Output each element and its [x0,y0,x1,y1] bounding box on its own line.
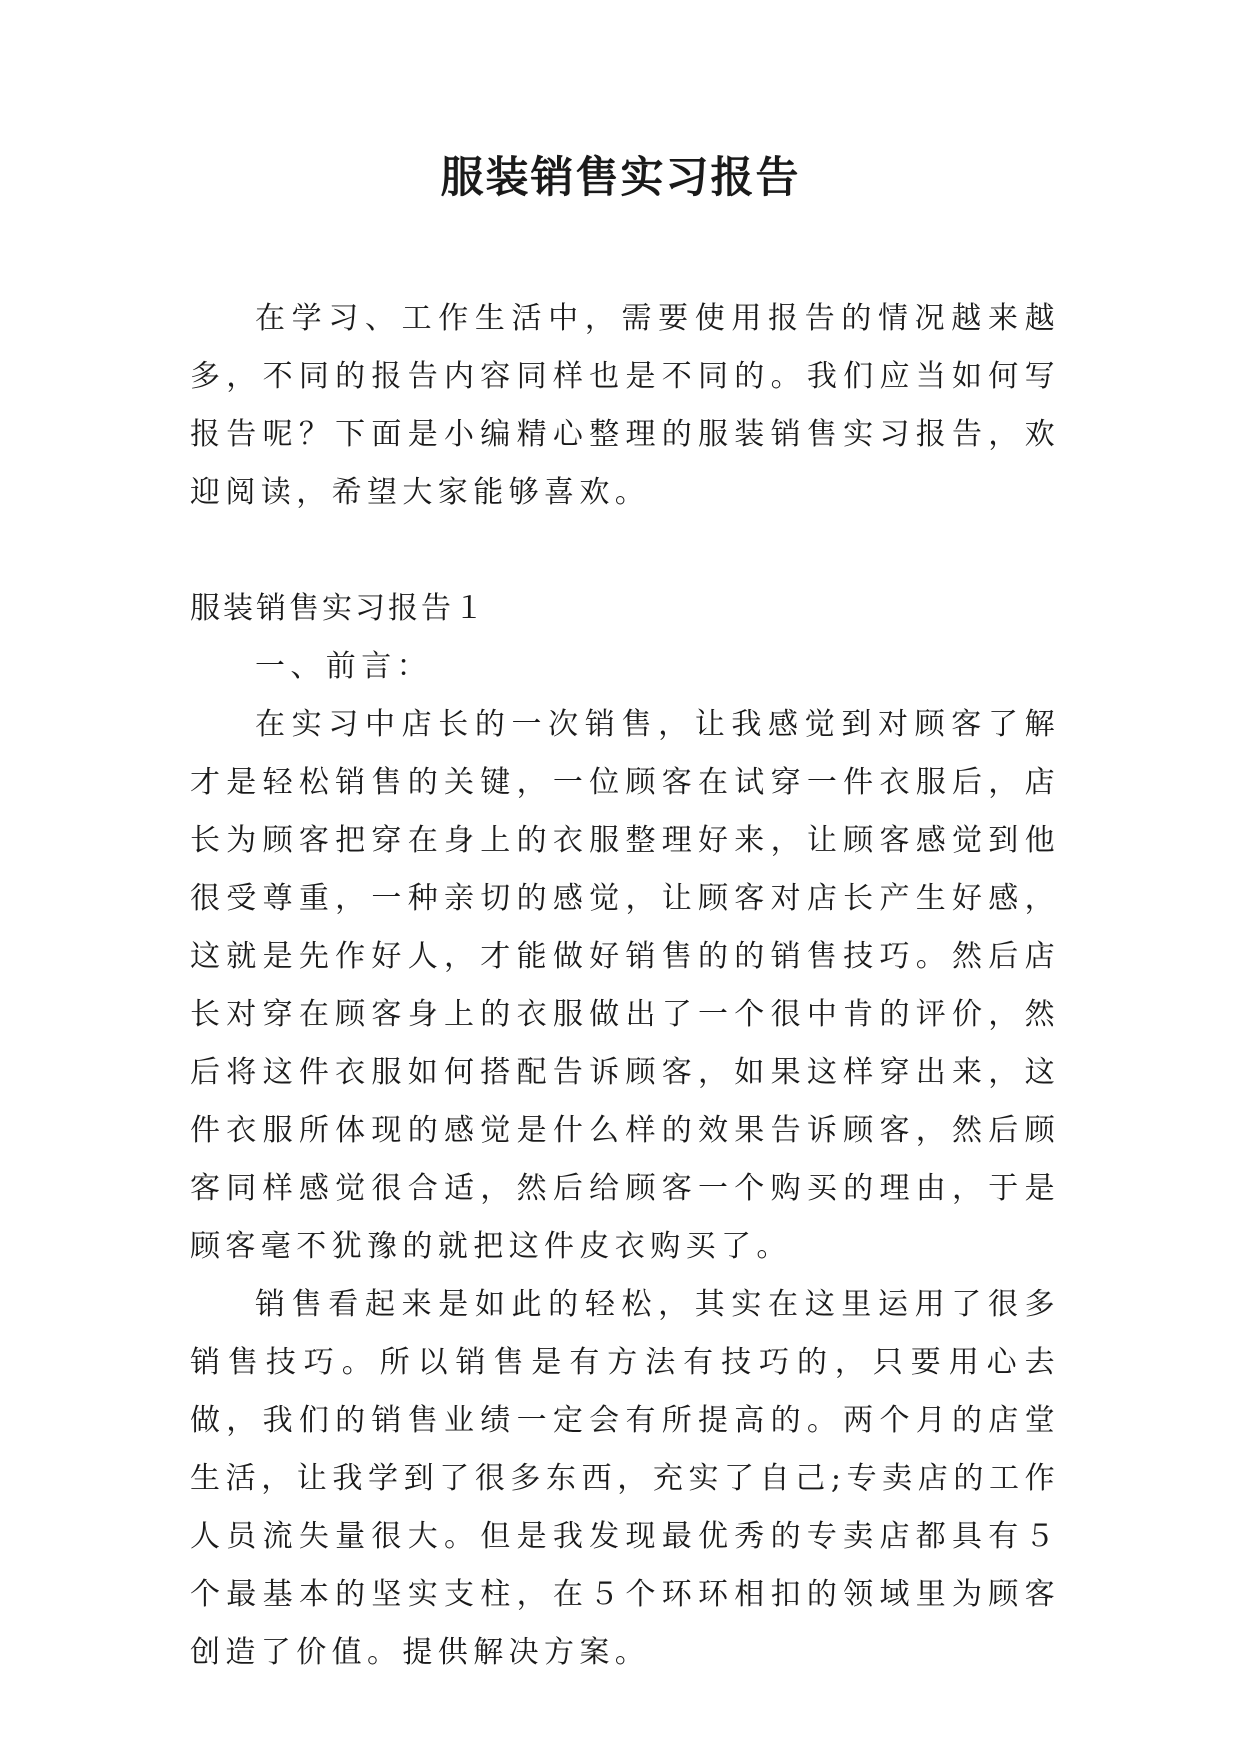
intro-paragraph: 在学习、工作生活中，需要使用报告的情况越来越多，不同的报告内容同样也是不同的。我们应当如何写报告呢？下面是小编精心整理的服装销售实习报告，欢迎阅读，希望大家能够喜欢。 [190,301,1060,510]
body-paragraph: 销售看起来是如此的轻松，其实在这里运用了很多销售技巧。所以销售是有方法有技巧的，只要用心去做，我们的销售业绩一定会有所提高的。两个月的店堂生活，让我学到了很多东西，充实了自己;专卖店的工作人员流失量很大。但是我发现最优秀的专卖店都具有５个最基本的坚实支柱，在５个环环相扣的领域里为顾客创造了价值。提供解决方案。 [190,1287,1060,1670]
subheading: 一、前言： [255,649,432,684]
page-title: 服装销售实习报告 [440,153,801,203]
body-paragraph: 在实习中店长的一次销售，让我感觉到对顾客了解才是轻松销售的关键，一位顾客在试穿一件衣服后，店长为顾客把穿在身上的衣服整理好来，让顾客感觉到他很受尊重，一种亲切的感觉，让顾客对店长产生好感，这就是先作好人，才能做好销售的的销售技巧。然后店长对穿在顾客身上的衣服做出了一个很中肯的评价，然后将这件衣服如何搭配告诉顾客，如果这样穿出来，这件衣服所体现的感觉是什么样的效果告诉顾客，然后顾客同样感觉很合适，然后给顾客一个购买的理由，于是顾客毫不犹豫的就把这件皮衣购买了。 [190,707,1060,1264]
document-body [190,290,1060,1682]
section-title: 服装销售实习报告１ [190,591,487,626]
